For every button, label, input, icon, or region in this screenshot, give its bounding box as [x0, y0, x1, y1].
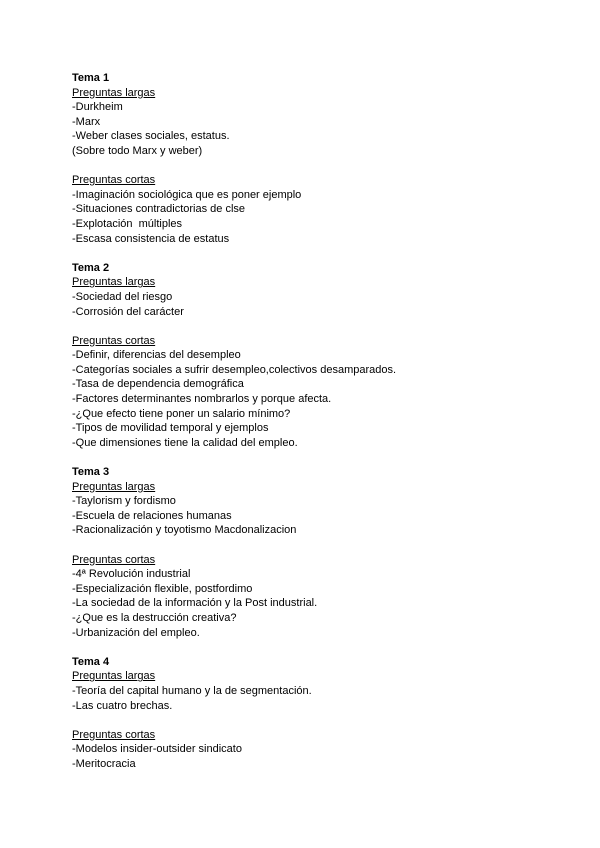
question-item: -Weber clases sociales, estatus. — [72, 130, 230, 143]
question-item: -Escuela de relaciones humanas — [72, 509, 232, 522]
preguntas-largas-block — [72, 465, 572, 538]
preguntas-largas-heading: Preguntas largas — [72, 480, 156, 493]
preguntas-cortas-heading: Preguntas cortas — [72, 553, 156, 566]
question-item: -Tipos de movilidad temporal y ejemplos — [72, 422, 269, 435]
tema-title: Tema 4 — [72, 655, 110, 668]
question-item: -Escasa consistencia de estatus — [72, 232, 230, 245]
tema-4-section — [72, 655, 572, 772]
question-item: -Racionalización y toyotismo Macdonalizacion — [72, 524, 297, 537]
question-item: -Especialización flexible, postfordimo — [72, 582, 253, 595]
tema-title: Tema 1 — [72, 72, 110, 84]
question-item: -Corrosión del carácter — [72, 305, 184, 318]
preguntas-cortas-heading: Preguntas cortas — [72, 174, 156, 187]
preguntas-cortas-block — [72, 728, 572, 772]
document-page — [72, 71, 572, 786]
question-item: -Urbanización del empleo. — [72, 626, 200, 639]
question-item: -4ª Revolución industrial — [72, 568, 191, 581]
question-item: -Imaginación sociológica que es poner ejemplo — [72, 188, 302, 201]
question-item: -Sociedad del riesgo — [72, 290, 173, 303]
question-item: -Tasa de dependencia demográfica — [72, 378, 244, 391]
question-item: -Modelos insider-outsider sindicato — [72, 743, 242, 756]
question-item: -¿Que efecto tiene poner un salario mínimo? — [72, 407, 291, 420]
question-item: -Que dimensiones tiene la calidad del empleo. — [72, 436, 298, 449]
preguntas-largas-heading: Preguntas largas — [72, 670, 156, 683]
preguntas-cortas-heading: Preguntas cortas — [72, 334, 156, 347]
preguntas-largas-block — [72, 655, 572, 713]
tema-2-section — [72, 261, 572, 451]
question-item: -Definir, diferencias del desempleo — [72, 349, 241, 362]
preguntas-largas-heading: Preguntas largas — [72, 276, 156, 289]
question-item: -Explotación múltiples — [72, 217, 183, 230]
tema-title: Tema 2 — [72, 261, 110, 274]
preguntas-largas-block — [72, 71, 572, 159]
preguntas-largas-block — [72, 261, 572, 319]
question-item: -Situaciones contradictorias de clse — [72, 203, 246, 216]
question-item: -Meritocracia — [72, 757, 136, 770]
question-item: -Teoría del capital humano y la de segmentación. — [72, 684, 312, 697]
preguntas-cortas-block — [72, 173, 572, 246]
question-item: -Marx — [72, 115, 101, 128]
question-item: -Taylorism y fordismo — [72, 495, 176, 508]
question-item: -Factores determinantes nombrarlos y porque afecta. — [72, 393, 332, 406]
preguntas-cortas-block — [72, 553, 572, 641]
preguntas-cortas-block — [72, 334, 572, 451]
tema-title: Tema 3 — [72, 466, 110, 479]
preguntas-cortas-heading: Preguntas cortas — [72, 728, 156, 741]
question-note: (Sobre todo Marx y weber) — [72, 144, 203, 157]
question-item: -Categorías sociales a sufrir desempleo,colectivos desamparados. — [72, 363, 397, 376]
tema-3-section — [72, 465, 572, 640]
question-item: -Las cuatro brechas. — [72, 699, 173, 712]
preguntas-largas-heading: Preguntas largas — [72, 86, 156, 99]
question-item: -La sociedad de la información y la Post industrial. — [72, 597, 318, 610]
tema-1-section — [72, 71, 572, 246]
question-item: -¿Que es la destrucción creativa? — [72, 611, 237, 624]
question-item: -Durkheim — [72, 101, 123, 114]
